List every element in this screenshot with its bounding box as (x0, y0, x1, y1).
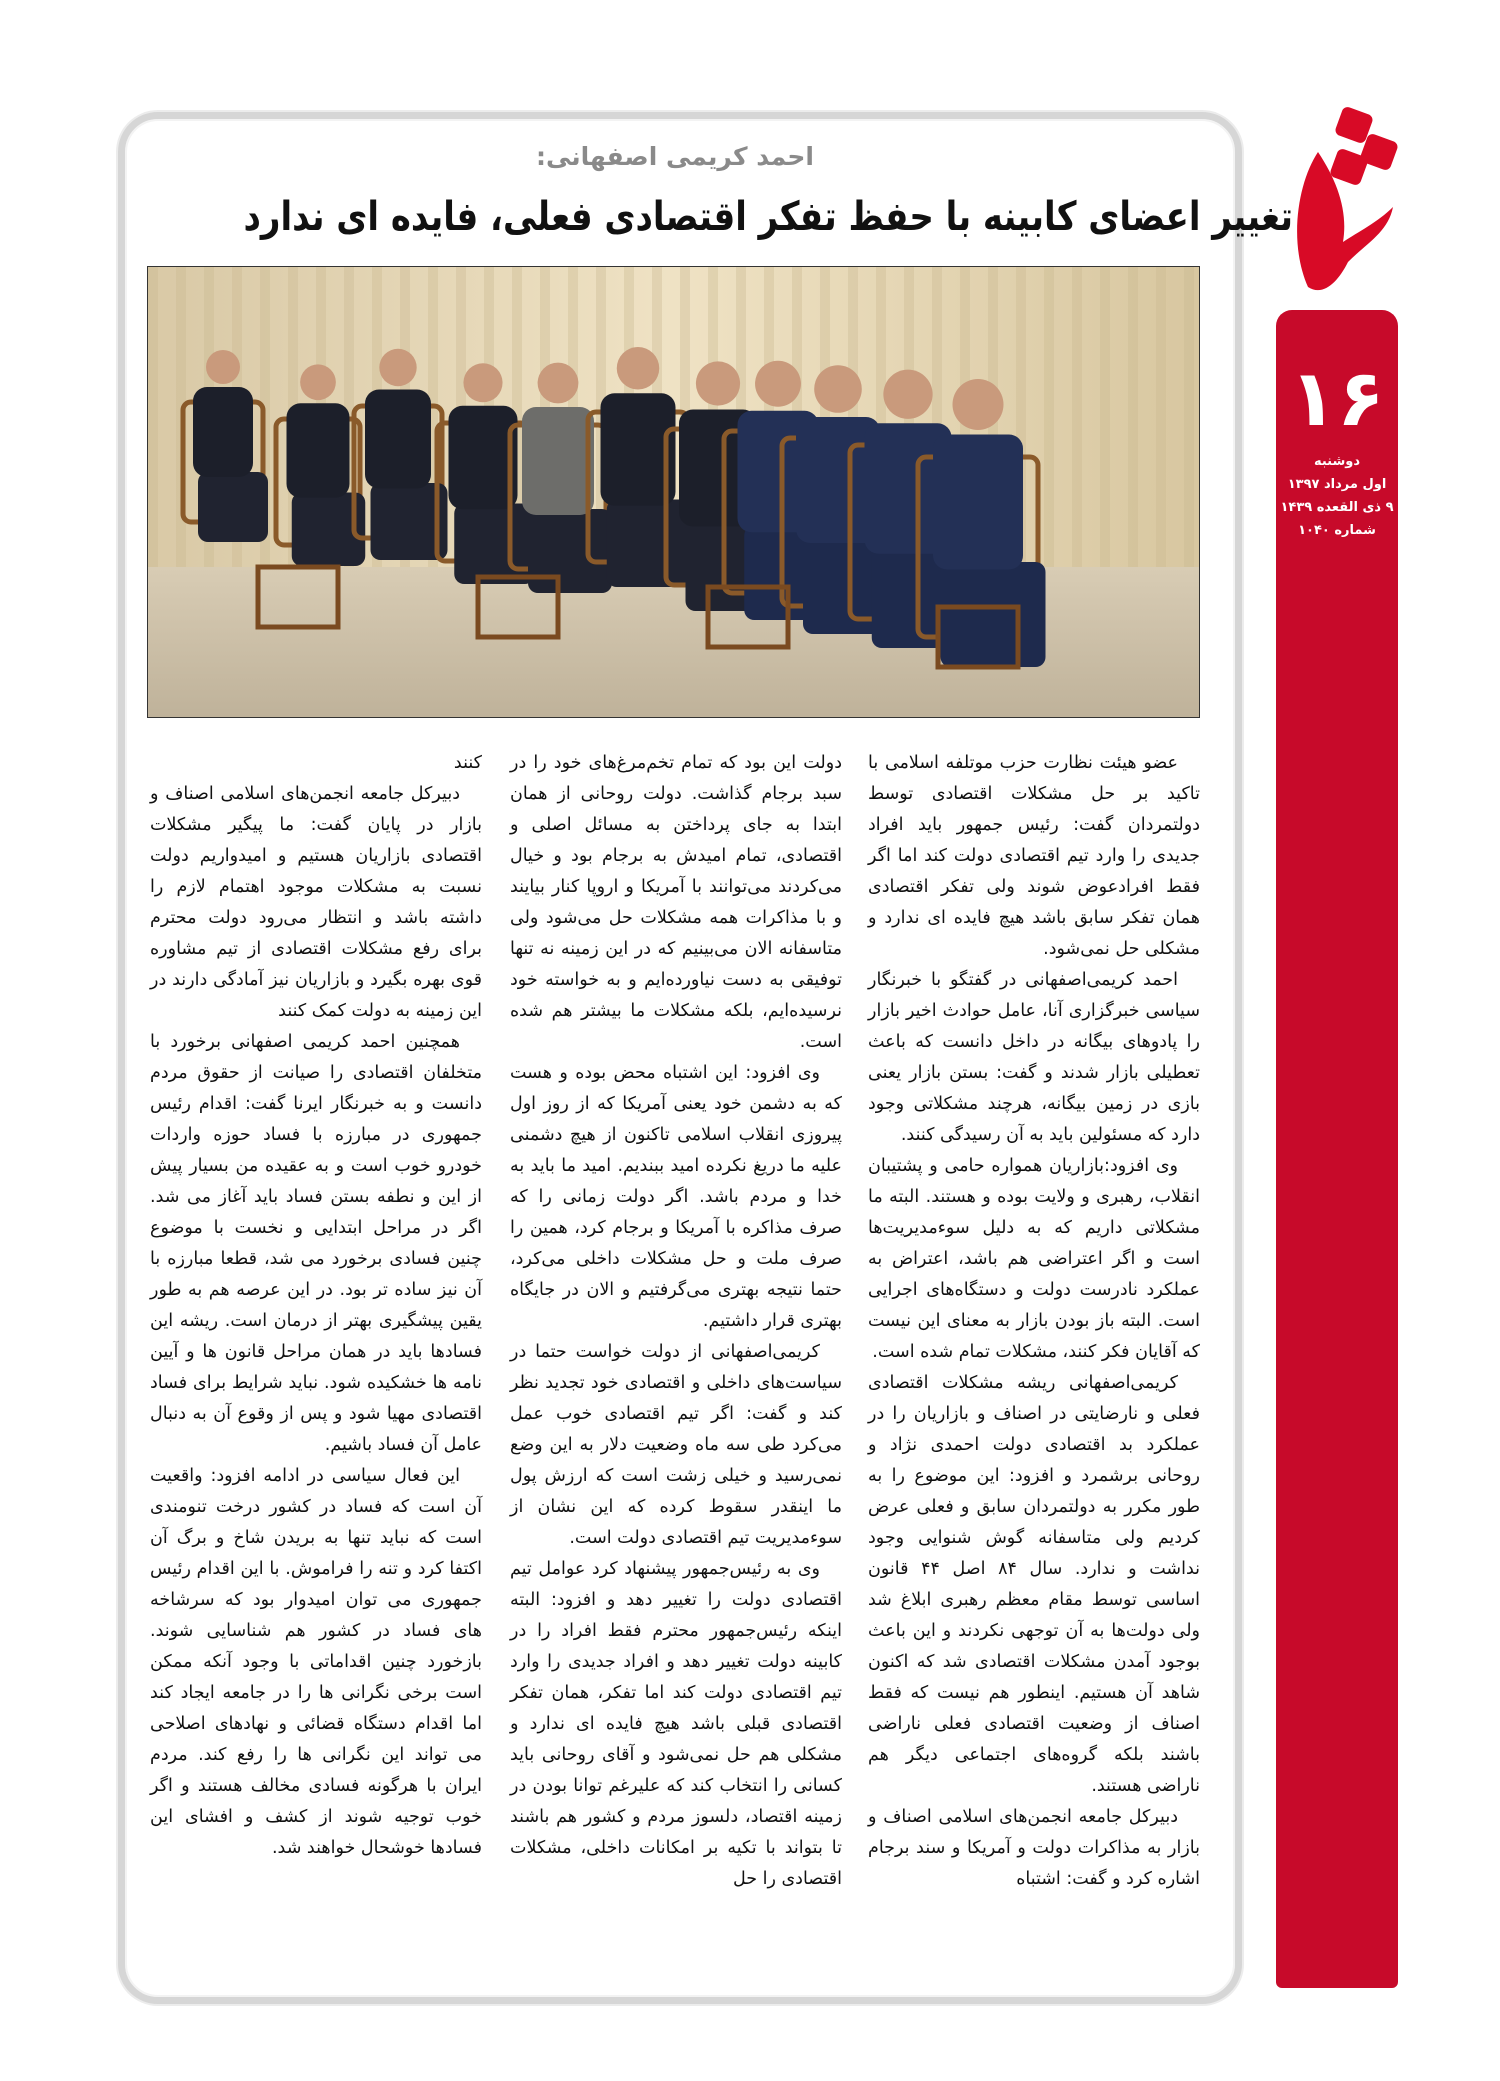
date-solar: اول مرداد ۱۳۹۷ (1287, 477, 1387, 492)
curtain-fold (1100, 267, 1110, 567)
article-column-3 (150, 748, 482, 1864)
article-paragraph: دبیرکل جامعه انجمن‌های اسلامی اصناف و بازار در پایان گفت: ما پیگیر مشکلات اقتصادی بازاریان هستیم و امیدواریم دولت نسبت به مشکلات موجود اهتمام لازم را داشته باشد و انتظار می‌رود دولت محترم برای رفع مشکلات اقتصادی از تیم مشاوره قوی بهره بگیرد و بازاریان نیز آمادگی دارند در این زمینه به دولت کمک کنند (150, 784, 482, 1021)
article-paragraph: دولت این بود که تمام تخم‌مرغ‌های خود را در سبد برجام گذاشت. دولت روحانی از همان ابتدا به جای پرداختن به مسائل اصلی و اقتصادی، تمام امیدش به برجام بود و خیال می‌کردند می‌توانند با آمریکا و اروپا کنار بیایند و با مذاکرات همه مشکلات حل می‌شود ولی متاسفانه الان می‌بینیم که در این زمینه نه تنها توفیقی به دست نیاورده‌ایم و به خواسته خود نرسیده‌ایم، بلکه مشکلات ما بیشتر هم شده است. (510, 753, 842, 1052)
article-paragraph: وی افزود:بازاریان همواره حامی و پشتیبان انقلاب، رهبری و ولایت بوده و هستند. البته ما مشکلاتی داریم که به دلیل سوءمدیریت‌ها است و اگر اعتراضی هم باشد، اعتراض به عملکرد نادرست دولت و دستگاه‌های اجرایی است. البته باز بودن بازار به معنای این نیست که آقایان فکر کنند، مشکلات تمام شده است. (868, 1156, 1200, 1362)
article-paragraph: همچنین احمد کریمی اصفهانی برخورد با متخلفان اقتصادی را صیانت از حقوق مردم دانست و به خبرنگار ایرنا گفت: اقدام رئیس جمهوری در مبارزه با فساد حوزه واردات خودرو خوب است و به عقیده من بسیار پیش از این و نطفه بستن فساد باید آغاز می شد. اگر در مراحل ابتدایی و نخست با موضوع چنین فسادی برخورد می شد، قطعا مبارزه با آن نیز ساده تر بود. در این عرصه هم به طور یقین پیشگیری بهتر از درمان است. ریشه این فسادها باید در همان مراحل قانون ها و آیین نامه ها خشکیده شود. نباید شرایط برای فساد اقتصادی مهیا شود و پس از وقوع آن به دنبال عامل آن فساد باشیم. (150, 1032, 482, 1455)
date-lunar: ۹ ذی القعده ۱۴۳۹ (1280, 500, 1394, 515)
article-paragraph: عضو هیئت نظارت حزب موتلفه اسلامی با تاکید بر حل مشکلات اقتصادی توسط دولتمردان گفت: رئیس جمهور باید افراد جدیدی را وارد تیم اقتصادی دولت کند اما اگر فقط افرادعوض شوند ولی تفکر اقتصادی همان تفکر سابق باشد هیچ فایده ای ندارد و مشکلی حل نمی‌شود. (868, 753, 1200, 959)
article-paragraph: وی افزود: این اشتباه محض بوده و هست که به دشمن خود یعنی آمریکا که از روز اول پیروزی انقلاب اسلامی تاکنون از هیچ دشمنی علیه ما دریغ نکرده امید ببندیم. امید ما باید به خدا و مردم باشد. اگر دولت زمانی را که صرف مذاکره با آمریکا و برجام کرد، همین را صرف ملت و حل مشکلات داخلی می‌کرد، حتما نتیجه بهتری می‌گرفتیم و الان در جایگاه بهتری قرار داشتیم. (510, 1063, 842, 1331)
issue-sidebar (1276, 310, 1398, 1988)
issue-number: شماره ۱۰۴۰ (1298, 523, 1376, 538)
article-column-2 (510, 748, 842, 1895)
article-paragraph: کنند (453, 753, 482, 773)
curtain-fold (1128, 267, 1138, 567)
article-paragraph: وی به رئیس‌جمهور پیشنهاد کرد عوامل تیم اقتصادی دولت را تغییر دهد و افزود: البته اینکه رئیس‌جمهور محترم فقط افراد را در کابینه دولت تغییر دهد و افراد جدیدی را وارد تیم اقتصادی دولت کند اما تفکر، همان تفکر اقتصادی قبلی باشد هیچ فایده ای ندارد و مشکلی هم حل نمی‌شود و آقای روحانی باید کسانی را انتخاب کند که علیرغم توانا بودن در زمینه اقتصاد، دلسوز مردم و کشور هم باشند تا بتواند با تکیه بر امکانات داخلی، مشکلات اقتصادی را حل (510, 1559, 842, 1889)
article-subtitle: احمد کریمی اصفهانی: (535, 142, 814, 171)
page-number: ۱۶ (1289, 354, 1385, 444)
masthead-logo (1278, 92, 1408, 302)
curtain-fold (1072, 267, 1082, 567)
article-paragraph: کریمی‌اصفهانی از دولت خواست حتما در سیاست‌های داخلی و اقتصادی خود تجدید نظر کند و گفت: اگر تیم اقتصادی خوب عمل می‌کرد طی سه ماه وضعیت دلار به این وضع نمی‌رسید و خیلی زشت است که ارزش پول ما اینقدر سقوط کرده که این نشان از سوءمدیریت تیم اقتصادی دولت است. (510, 1342, 842, 1548)
article-column-1 (868, 748, 1200, 1895)
article-title: تغییر اعضای کابینه با حفظ تفکر اقتصادی فعلی، فایده ای ندارد (243, 194, 1294, 240)
article-photo (147, 266, 1200, 718)
article-paragraph: کریمی‌اصفهانی ریشه مشکلات اقتصادی فعلی و نارضایتی در اصناف و بازاریان را در عملکرد بد اقتصادی دولت احمدی نژاد و روحانی برشمرد و افزود: این موضوع را به طور مکرر به دولتمردان سابق و فعلی عرض کردیم ولی متاسفانه گوش شنوایی وجود نداشت و ندارد. سال ۸۴ اصل ۴۴ قانون اساسی توسط مقام معظم رهبری ابلاغ شد ولی دولت‌ها به آن توجهی نکردند و این باعث بوجود آمدن مشکلات اقتصادی شد که اکنون شاهد آن هستیم. اینطور هم نیست که فقط اصناف از وضعیت اقتصادی فعلی ناراضی باشند بلکه گروه‌های اجتماعی دیگر هم ناراضی هستند. (868, 1373, 1200, 1796)
article-paragraph: احمد کریمی‌اصفهانی در گفتگو با خبرنگار سیاسی خبرگزاری آنا، عامل حوادث اخیر بازار را پادوهای بیگانه در داخل دانست که باعث تعطیلی بازار شدند و گفت: بستن بازار یعنی بازی در زمین بیگانه، هرچند مشکلاتی وجود دارد که مسئولین باید به آن رسیدگی کنند. (868, 970, 1200, 1145)
curtain-fold (1044, 267, 1054, 567)
weekday: دوشنبه (1313, 454, 1361, 469)
article-paragraph: دبیرکل جامعه انجمن‌های اسلامی اصناف و بازار به مذاکرات دولت و آمریکا و سند برجام اشاره کرد و گفت: اشتباه (868, 1807, 1200, 1889)
curtain-fold (148, 267, 158, 567)
curtain-fold (1184, 267, 1194, 567)
article-paragraph: این فعال سیاسی در ادامه افزود: واقعیت آن است که فساد در کشور درخت تنومندی است که نباید تنها به بریدن شاخ و برگ آن اکتفا کرد و تنه را فراموش. با این اقدام رئیس جمهوری می توان امیدوار بود که سرشاخه های فساد در کشور هم شناسایی شوند. بازخورد چنین اقداماتی با وجود آنکه ممکن است برخی نگرانی ها را در جامعه ایجاد کند اما اقدام دستگاه قضائی و نهادهای اصلاحی می تواند این نگرانی ها را رفع کند. مردم ایران با هرگونه فسادی مخالف هستند و اگر خوب توجیه شوند از کشف و افشای این فسادها خوشحال خواهند شد. (150, 1466, 482, 1858)
article-title-container (150, 190, 1294, 246)
curtain-fold (1156, 267, 1166, 567)
